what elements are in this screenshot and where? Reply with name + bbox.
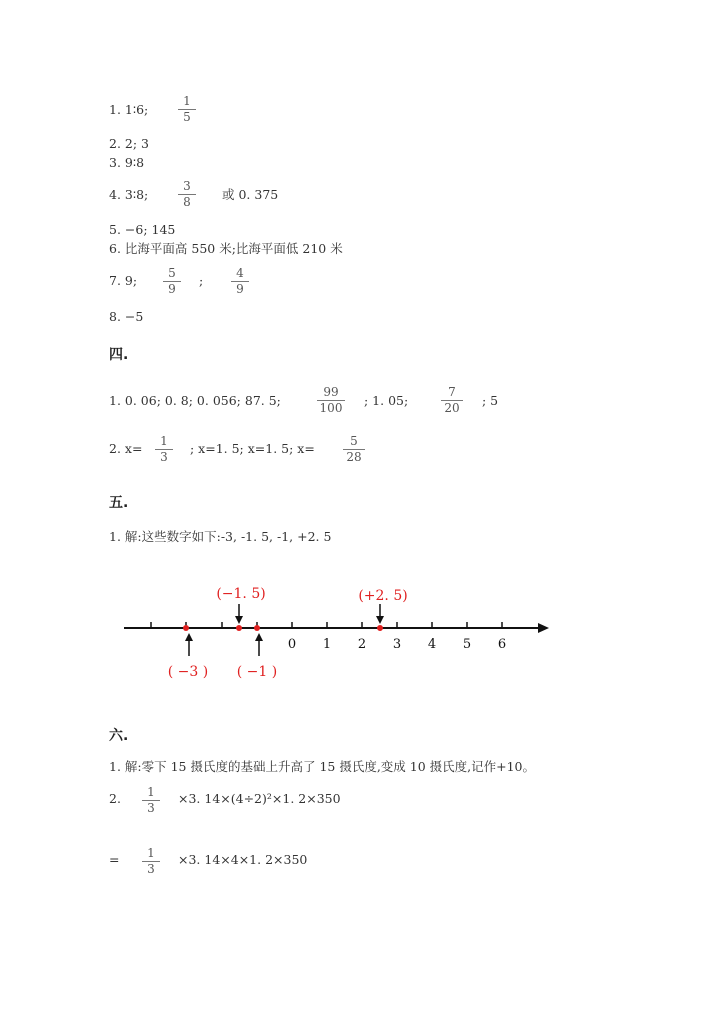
numerator: 1 bbox=[147, 785, 155, 799]
answer-5-1: 1. 解:这些数字如下:-3, -1. 5, -1, +2. 5 bbox=[109, 529, 332, 544]
denominator: 3 bbox=[147, 862, 155, 876]
denominator: 9 bbox=[236, 282, 244, 296]
answer-6-2-label: 2. bbox=[109, 791, 121, 806]
point-plus-2-5 bbox=[377, 625, 383, 631]
arrow-down bbox=[376, 616, 384, 624]
fraction bbox=[139, 786, 163, 815]
section-heading: 六. bbox=[109, 728, 129, 744]
arrow-up bbox=[185, 633, 193, 641]
denominator: 9 bbox=[168, 282, 176, 296]
section-heading: 五. bbox=[109, 495, 129, 511]
answer-4-1-mid: ; 1. 05; bbox=[364, 393, 409, 408]
separator: ; bbox=[199, 273, 204, 288]
tick-label: 5 bbox=[462, 637, 472, 652]
axis-arrow bbox=[538, 623, 549, 633]
answer-6-2-expr: ×3. 14×(4÷2)²×1. 2×350 bbox=[178, 791, 341, 806]
answer-4-1-end: ; 5 bbox=[482, 393, 499, 408]
answer-4-1: 1. 0. 06; 0. 8; 0. 056; 87. 5; bbox=[109, 393, 281, 408]
numerator: 99 bbox=[323, 385, 339, 399]
numerator: 1 bbox=[160, 434, 168, 448]
point-minus-1 bbox=[254, 625, 260, 631]
point-minus-1-5 bbox=[236, 625, 242, 631]
arrow-down bbox=[235, 616, 243, 624]
answer-8: 8. −5 bbox=[109, 309, 144, 324]
denominator: 3 bbox=[147, 801, 155, 815]
answer-7: 7. 9; bbox=[109, 273, 138, 288]
denominator: 28 bbox=[346, 450, 362, 464]
answer-4-2-mid: ; x=1. 5; x=1. 5; x= bbox=[190, 441, 315, 456]
denominator: 5 bbox=[183, 110, 191, 124]
answer-4: 4. 3∶8; bbox=[109, 187, 149, 202]
label-plus-2-5: (+2. 5) bbox=[358, 588, 408, 604]
answer-6-3-expr: ×3. 14×4×1. 2×350 bbox=[178, 852, 308, 867]
tick-label: 3 bbox=[392, 637, 402, 652]
denominator: 8 bbox=[183, 195, 191, 209]
answer-6-3-label: = bbox=[109, 852, 120, 867]
section-heading: 四. bbox=[109, 347, 129, 363]
numerator: 1 bbox=[147, 846, 155, 860]
label-minus-3: ( −3 ) bbox=[167, 664, 209, 680]
numerator: 5 bbox=[168, 266, 176, 280]
answer-1: 1. 1∶6; bbox=[109, 102, 149, 117]
tick-label: 6 bbox=[497, 637, 507, 652]
denominator: 20 bbox=[444, 401, 460, 415]
answer-4-suffix: 或 0. 375 bbox=[222, 187, 279, 202]
tick-label: 1 bbox=[322, 637, 332, 652]
numerator: 5 bbox=[350, 434, 358, 448]
tick-label: 2 bbox=[357, 637, 367, 652]
numerator: 1 bbox=[183, 94, 191, 108]
fraction bbox=[139, 847, 163, 876]
label-minus-1-5: (−1. 5) bbox=[216, 586, 266, 602]
numerator: 3 bbox=[183, 179, 191, 193]
answer-4-2: 2. x= bbox=[109, 441, 143, 456]
tick-label: 0 bbox=[287, 637, 297, 652]
arrow-up bbox=[255, 633, 263, 641]
answer-6: 6. 比海平面高 550 米;比海平面低 210 米 bbox=[109, 241, 343, 256]
point-minus-3 bbox=[183, 625, 189, 631]
numerator: 4 bbox=[236, 266, 244, 280]
answer-2: 2. 2; 3 bbox=[109, 136, 149, 151]
answer-6-1: 1. 解:零下 15 摄氏度的基础上升高了 15 摄氏度,变成 10 摄氏度,记作+10。 bbox=[109, 759, 535, 774]
denominator: 3 bbox=[160, 450, 168, 464]
denominator: 100 bbox=[319, 401, 343, 415]
numerator: 7 bbox=[448, 385, 456, 399]
answer-5: 5. −6; 145 bbox=[109, 222, 176, 237]
answer-3: 3. 9∶8 bbox=[109, 155, 145, 170]
tick-label: 4 bbox=[427, 637, 437, 652]
label-minus-1: ( −1 ) bbox=[236, 664, 278, 680]
